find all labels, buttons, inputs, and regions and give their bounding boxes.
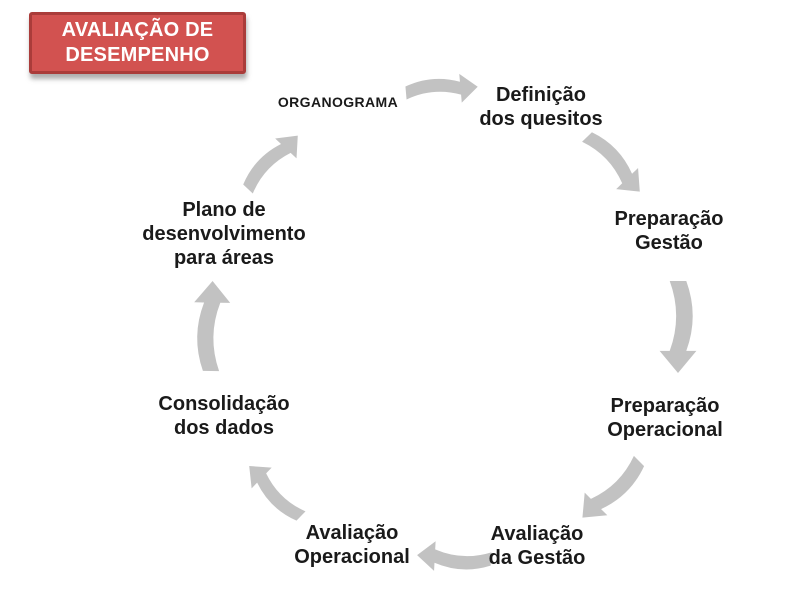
arrow-preparacao-operacional-to-avaliacao-da-gestao: [571, 450, 650, 529]
node-line: Preparação: [614, 208, 724, 230]
node-line: Avaliação: [490, 523, 584, 545]
node-line: Operacional: [607, 419, 723, 441]
node-avaliacao-da-gestao: [489, 522, 586, 570]
node-line: Gestão: [635, 232, 703, 254]
arrow-definicao-to-preparacao-gestao: [576, 126, 651, 202]
node-line: para áreas: [173, 247, 275, 269]
node-plano-de-desenvolvimento: [142, 198, 305, 270]
node-line: Preparação: [610, 395, 720, 417]
arrow-organograma-to-definicao: [405, 72, 479, 107]
title-banner-line: DESEMPENHO: [65, 44, 210, 66]
node-line: Operacional: [294, 546, 410, 568]
node-line: Definição: [495, 84, 587, 106]
arrow-avaliacao-operacional-to-consolidacao: [239, 456, 311, 527]
node-definicao-dos-quesitos: [479, 83, 602, 131]
node-consolidacao-dos-dados: [158, 392, 289, 440]
arrow-preparacao-gestao-to-preparacao-operacional: [660, 281, 697, 373]
node-preparacao-operacional: [607, 394, 723, 442]
node-line: da Gestão: [488, 547, 586, 569]
node-line: Plano de: [182, 199, 266, 221]
label-organograma-text: ORGANOGRAMA: [277, 94, 399, 110]
label-organograma: [278, 94, 398, 110]
node-preparacao-gestao: [615, 207, 724, 255]
node-line: Consolidação: [158, 393, 290, 415]
arrow-consolidacao-to-plano: [193, 281, 231, 372]
node-line: dos quesitos: [479, 108, 603, 130]
arrow-plano-to-organograma: [237, 126, 308, 199]
node-line: desenvolvimento: [142, 223, 306, 245]
title-banner-line: AVALIAÇÃO DE: [61, 19, 214, 41]
node-line: dos dados: [173, 417, 275, 439]
node-line: Avaliação: [305, 522, 399, 544]
node-avaliacao-operacional: [294, 521, 410, 569]
arrow-avaliacao-da-gestao-to-avaliacao-operacional: [416, 540, 491, 573]
